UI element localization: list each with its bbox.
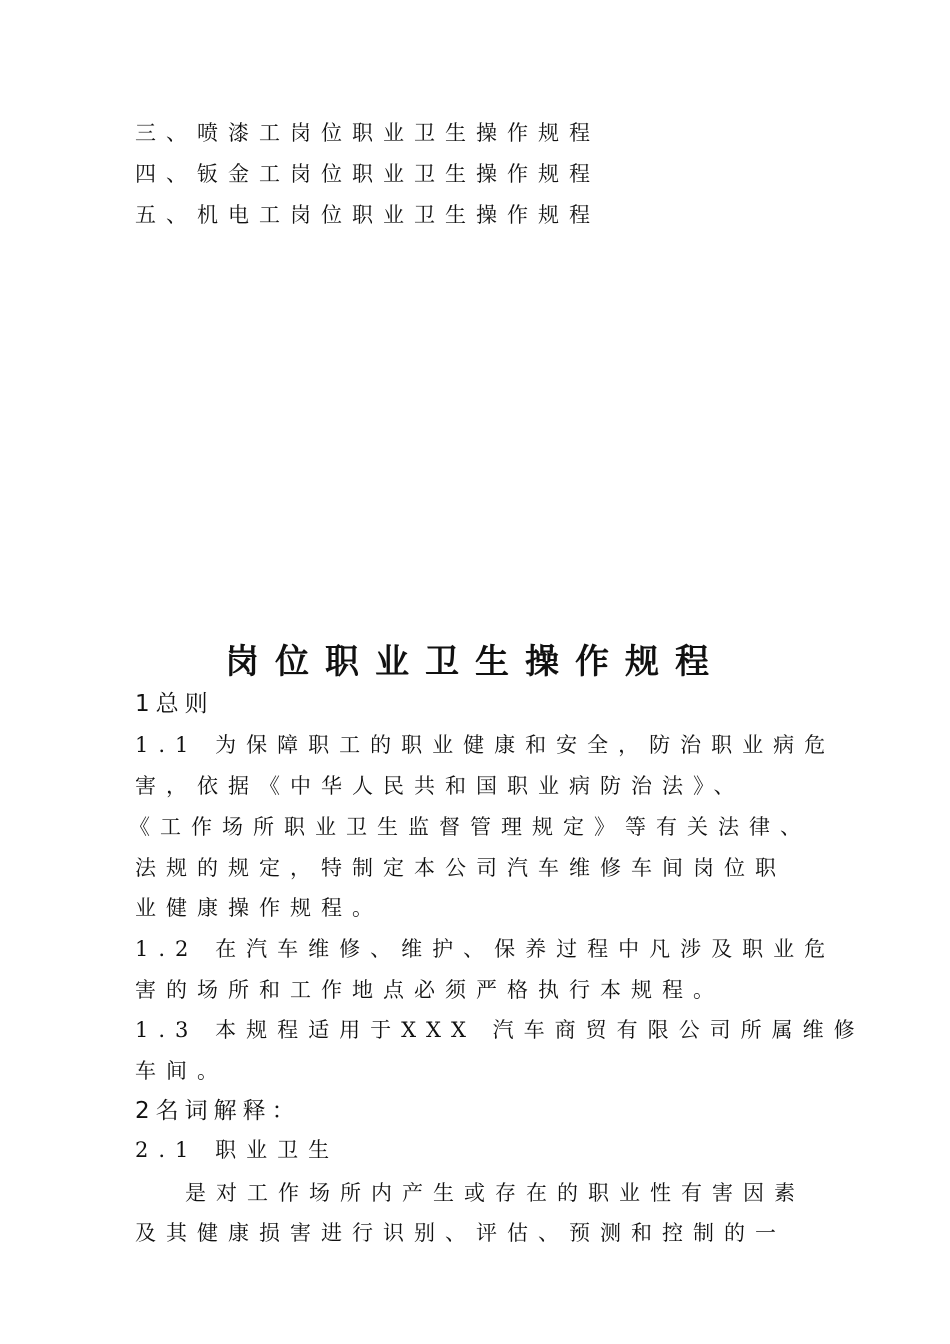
toc-item-5: 五、机电工岗位职业卫生操作规程	[135, 203, 600, 227]
paragraph-line: 1.2 在汽车维修、维护、保养过程中凡涉及职业危	[135, 937, 836, 961]
paragraph-line: 是对工作场所内产生或存在的职业性有害因素	[185, 1181, 805, 1205]
toc-item-4: 四、钣金工岗位职业卫生操作规程	[135, 162, 600, 186]
paragraph-line: 1.1 为保障职工的职业健康和安全，防治职业病危	[135, 733, 836, 757]
toc-item-3: 三、喷漆工岗位职业卫生操作规程	[135, 121, 600, 145]
paragraph-line: 1.3 本规程适用于XXX 汽车商贸有限公司所属维修	[135, 1018, 865, 1042]
paragraph-line: 业健康操作规程。	[135, 896, 383, 920]
paragraph-line: 《工作场所职业卫生监督管理规定》等有关法律、	[129, 815, 811, 839]
paragraph-line: 害，依据《中华人民共和国职业病防治法》、	[135, 774, 745, 798]
paragraph-line: 及其健康损害进行识别、评估、预测和控制的一	[135, 1221, 786, 1245]
subsection-heading: 2.1 职业卫生	[135, 1138, 340, 1162]
document-title: 岗位职业卫生操作规程	[225, 642, 725, 682]
section-heading-definitions: 2名词解释：	[135, 1098, 301, 1124]
paragraph-line: 车间。	[135, 1059, 228, 1083]
section-heading-general: 1总则	[135, 691, 214, 717]
paragraph-line: 法规的规定，特制定本公司汽车维修车间岗位职	[135, 856, 786, 880]
paragraph-line: 害的场所和工作地点必须严格执行本规程。	[135, 978, 724, 1002]
